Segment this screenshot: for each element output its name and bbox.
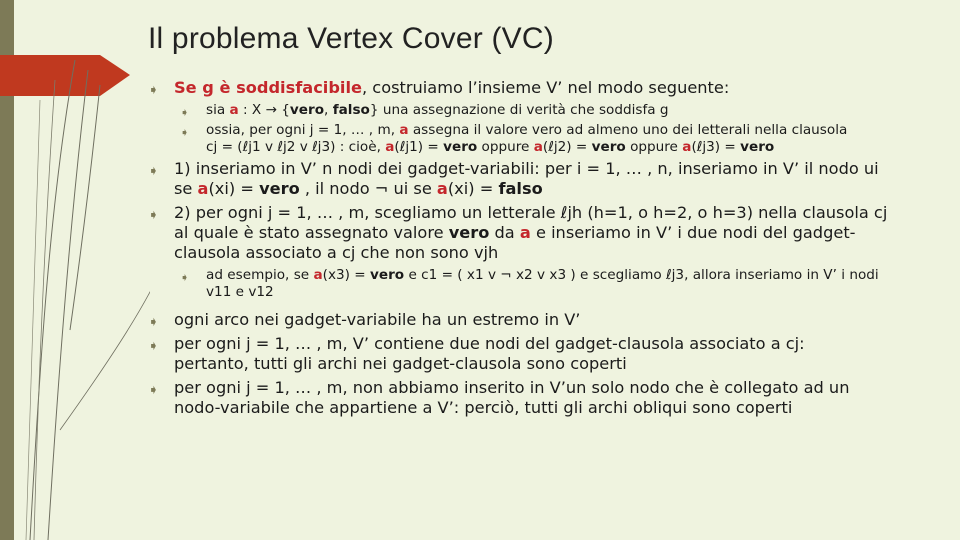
text: ad esempio, se	[206, 267, 314, 283]
assignment-a: a	[399, 122, 409, 138]
text: per ogni j = 1, … , m, V’ contiene due nodi del gadget-clausola associato a cj:	[174, 334, 805, 353]
text: nodo-variabile che appartiene a V’: perciò, tutti gli archi obliqui sono coperti	[174, 398, 793, 417]
assignment-a: a	[519, 223, 531, 242]
literal: ℓj1	[242, 139, 261, 155]
vero-label: vero	[443, 139, 478, 155]
vero-label: vero	[448, 223, 490, 242]
bullet-step-2	[148, 203, 938, 263]
text: assegna il valore vero ad almeno uno dei letterali nella clausola	[408, 122, 848, 138]
bullet-satisfiable	[148, 78, 938, 98]
text: (xi)	[447, 179, 475, 198]
triangle-arrow-right-icon: ➧	[180, 106, 190, 119]
triangle-arrow-right-icon: ➧	[148, 383, 159, 398]
text: , il nodo ¬ ui se	[299, 179, 437, 198]
text: =	[720, 139, 741, 155]
vero-label: vero	[259, 179, 300, 198]
text: clausola associato a cj che non sono vjh	[174, 243, 499, 262]
text: cj = (	[206, 139, 243, 155]
text: ,	[324, 102, 333, 118]
text: =	[235, 179, 260, 198]
text: ) : cioè,	[330, 139, 386, 155]
text: per ogni j = 1, … , m, non abbiamo inserito in V’un solo nodo che è collegato ad un	[174, 378, 850, 397]
text: (x3)	[322, 267, 350, 283]
vero-label: vero	[591, 139, 626, 155]
text: e inseriamo in V’ i due nodi del gadget-	[530, 223, 856, 242]
text: } una assegnazione di verità che soddisfa g	[369, 102, 669, 118]
assignment-a: a	[682, 139, 692, 155]
text: =	[571, 139, 592, 155]
literal: ℓj2	[277, 139, 296, 155]
triangle-arrow-right-icon: ➧	[180, 126, 190, 139]
page-title: Il problema Vertex Cover (VC)	[148, 22, 554, 55]
triangle-arrow-right-icon: ➧	[148, 339, 159, 354]
bullet-clause-edges	[148, 334, 938, 374]
assignment-a: a	[533, 139, 543, 155]
text: : X → {	[238, 102, 290, 118]
subbullet-clause	[148, 122, 938, 156]
bullet-step-1	[148, 159, 938, 199]
text: (ℓj2)	[542, 139, 572, 155]
falso-label: falso	[498, 179, 543, 198]
text: (xi)	[208, 179, 236, 198]
text: =	[349, 267, 371, 283]
text: (ℓj1)	[394, 139, 424, 155]
text: e c1 = ( x1 v ¬ x2 v x3 ) e scegliamo ℓj3, allora inseriamo in V’ i nodi	[404, 267, 879, 283]
assignment-a: a	[229, 102, 239, 118]
triangle-arrow-right-icon: ➧	[148, 208, 159, 223]
text: oppure	[477, 139, 534, 155]
text: se	[174, 179, 198, 198]
rest-text: , costruiamo l’insieme V’ nel modo seguente:	[362, 78, 730, 97]
vero-label: vero	[370, 267, 405, 283]
text: ogni arco nei gadget-variabile ha un estremo in V’	[174, 310, 581, 329]
subbullet-assignment	[148, 102, 938, 119]
triangle-arrow-right-icon: ➧	[148, 164, 159, 179]
text: 1) inseriamo in V’ n nodi dei gadget-variabili: per i = 1, … , n, inseriamo in V’ il nodo ui	[174, 159, 879, 178]
text: ossia, per ogni j = 1, … , m,	[206, 122, 400, 138]
red-arrow-shape	[0, 55, 130, 96]
assignment-a: a	[313, 267, 323, 283]
assignment-a: a	[385, 139, 395, 155]
text: pertanto, tutti gli archi nei gadget-clausola sono coperti	[174, 354, 627, 373]
lead-text: Se g è soddisfacibile	[174, 78, 362, 97]
assignment-a: a	[436, 179, 448, 198]
bullet-oblique-edges	[148, 378, 938, 418]
text: sia	[206, 102, 230, 118]
falso-label: falso	[332, 102, 370, 118]
text: (ℓj3)	[691, 139, 721, 155]
vero-label: vero	[740, 139, 775, 155]
text: v11 e v12	[206, 284, 274, 300]
decorative-lines	[0, 0, 150, 540]
text: =	[474, 179, 499, 198]
text: oppure	[625, 139, 683, 155]
assignment-a: a	[197, 179, 209, 198]
bullet-variable-edges	[148, 310, 938, 330]
text: al quale è stato assegnato valore	[174, 223, 449, 242]
text: =	[423, 139, 444, 155]
text: v	[295, 139, 313, 155]
slide-content	[148, 78, 938, 422]
triangle-arrow-right-icon: ➧	[180, 271, 190, 284]
text: v	[260, 139, 278, 155]
triangle-arrow-right-icon: ➧	[148, 83, 159, 98]
literal: ℓj3	[312, 139, 331, 155]
text: 2) per ogni j = 1, … , m, scegliamo un letterale ℓjh (h=1, o h=2, o h=3) nella clausola cj	[174, 203, 888, 222]
subbullet-example	[148, 267, 938, 301]
vero-label: vero	[289, 102, 325, 118]
text: da	[489, 223, 520, 242]
triangle-arrow-right-icon: ➧	[148, 315, 159, 330]
